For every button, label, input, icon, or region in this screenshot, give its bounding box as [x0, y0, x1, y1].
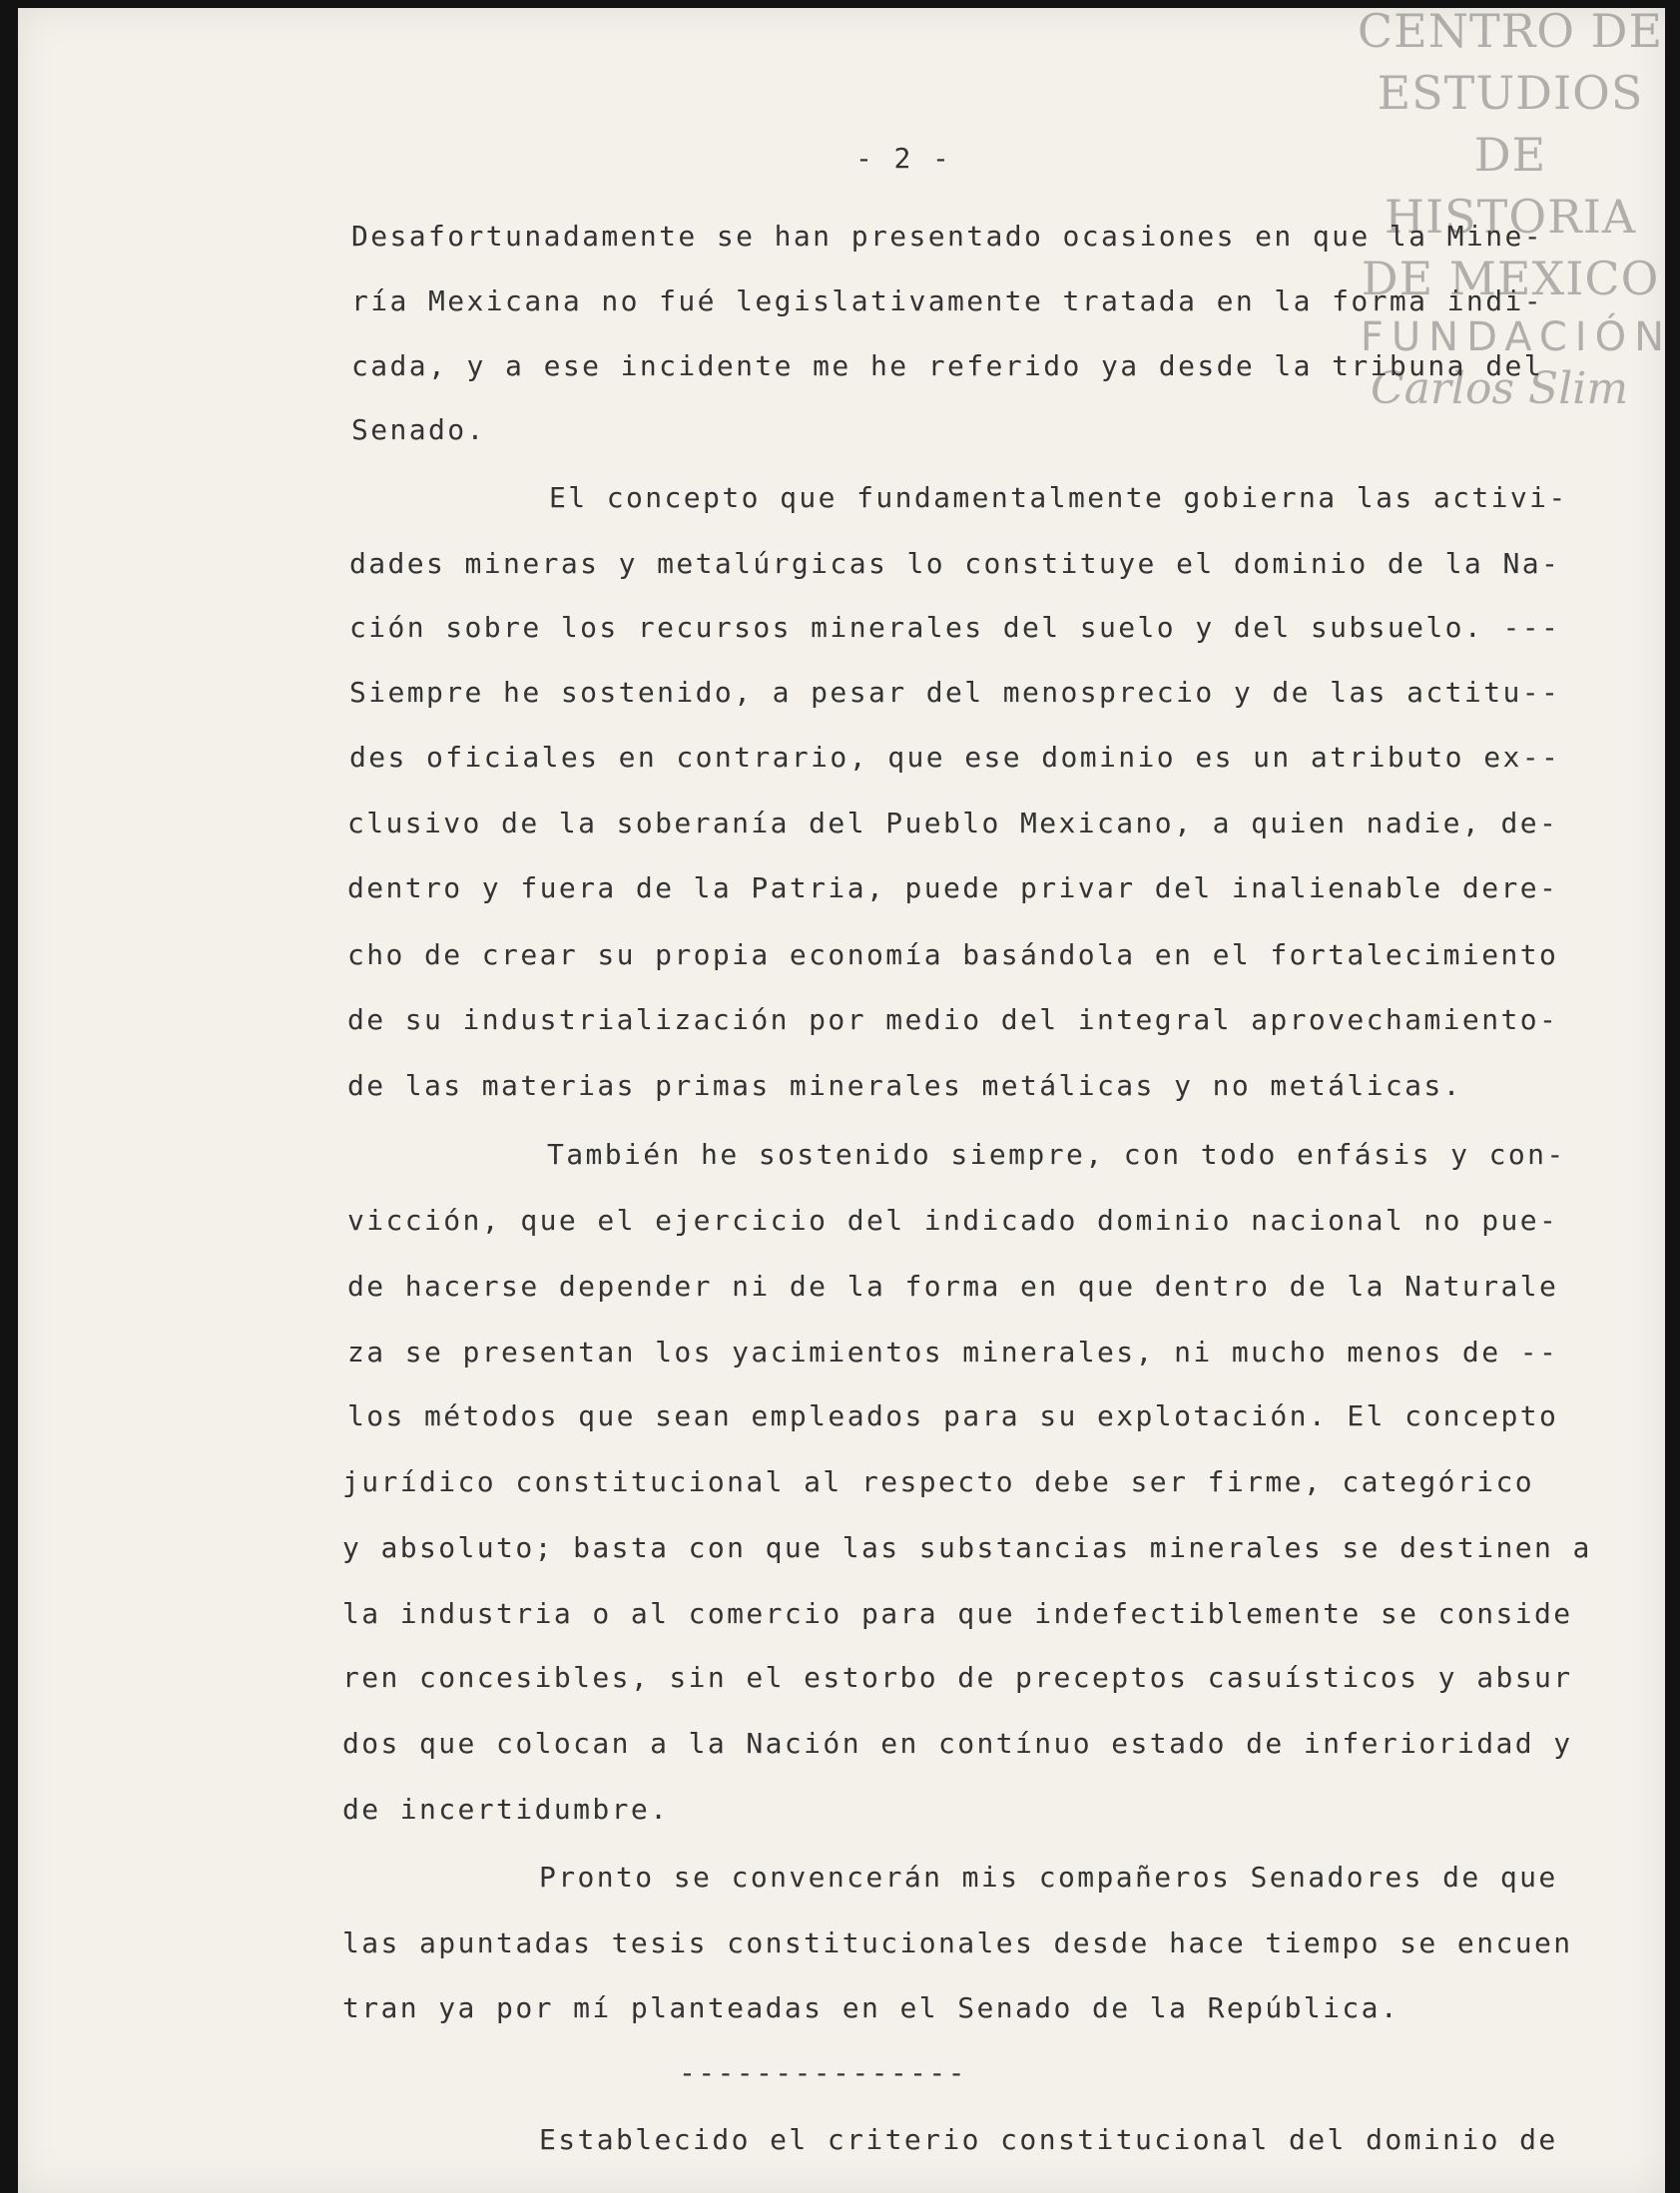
text-line: de las materias primas minerales metálicas y no metálicas.: [347, 1069, 1462, 1102]
watermark-foundation: FUNDACIÓN: [1360, 314, 1672, 360]
text-line: jurídico constitucional al respecto debe ser firme, categórico: [342, 1465, 1534, 1498]
text-line: y absoluto; basta con que las substancias minerales se destinen a: [342, 1531, 1592, 1564]
text-line: vicción, que el ejercicio del indicado dominio nacional no pue-: [347, 1204, 1559, 1237]
text-line: dades mineras y metalúrgicas lo constituye el dominio de la Na-: [349, 547, 1561, 580]
watermark-line: DE MEXICO: [1361, 252, 1660, 305]
text-line: También he sostenido siempre, con todo enfásis y con-: [547, 1138, 1566, 1171]
text-line: de hacerse depender ni de la forma en que dentro de la Naturale: [347, 1270, 1559, 1303]
text-line: cho de crear su propia economía basándola en el fortalecimiento: [347, 938, 1559, 971]
text-line: Establecido el criterio constitucional del dominio de: [539, 2123, 1558, 2156]
text-line: tran ya por mí planteadas en el Senado de la República.: [342, 1991, 1400, 2024]
text-line: los métodos que sean empleados para su explotación. El concepto: [347, 1399, 1559, 1432]
text-line: ría Mexicana no fué legislativamente tratada en la forma indi-: [351, 284, 1543, 317]
watermark-line: ESTUDIOS: [1377, 66, 1644, 120]
watermark-line: DE HISTORIA: [1384, 128, 1637, 244]
text-line: Desafortunadamente se han presentado ocasiones en que la Mine-: [351, 220, 1543, 253]
text-line: Pronto se convencerán mis compañeros Senadores de que: [539, 1861, 1558, 1894]
watermark-line: CENTRO DE: [1357, 4, 1664, 58]
text-line: des oficiales en contrario, que ese dominio es un atributo ex--: [349, 741, 1561, 774]
text-line: clusivo de la soberanía del Pueblo Mexicano, a quien nadie, de-: [347, 807, 1559, 839]
text-line: de incertidumbre.: [342, 1793, 670, 1826]
text-line: ren concesibles, sin el estorbo de preceptos casuísticos y absur: [342, 1661, 1573, 1694]
text-line: Siempre he sostenido, a pesar del menosprecio y de las actitu--: [349, 676, 1561, 709]
text-line: de su industrialización por medio del integral aprovechamiento-: [347, 1003, 1559, 1036]
svg-text:Carlos Slim: Carlos Slim: [1371, 363, 1629, 414]
text-line: las apuntadas tesis constitucionales desde hace tiempo se encuen: [342, 1926, 1573, 1959]
text-line: dentro y fuera de la Patria, puede privar del inalienable dere-: [347, 871, 1559, 904]
text-line: cada, y a ese incidente me he referido ya desde la tribuna del: [351, 349, 1543, 382]
text-line: El concepto que fundamentalmente gobierna las activi-: [549, 481, 1568, 514]
text-line: dos que colocan a la Nación en contínuo estado de inferioridad y: [342, 1727, 1573, 1760]
text-line: za se presentan los yacimientos minerales, ni mucho menos de --: [347, 1336, 1559, 1369]
page-number: - 2 -: [855, 142, 952, 175]
text-line: ción sobre los recursos minerales del suelo y del subsuelo. ---: [349, 611, 1561, 644]
separator: ---------------: [679, 2056, 967, 2089]
text-line: la industria o al comercio para que indefectiblemente se conside: [342, 1597, 1573, 1630]
text-line: Senado.: [351, 413, 486, 446]
